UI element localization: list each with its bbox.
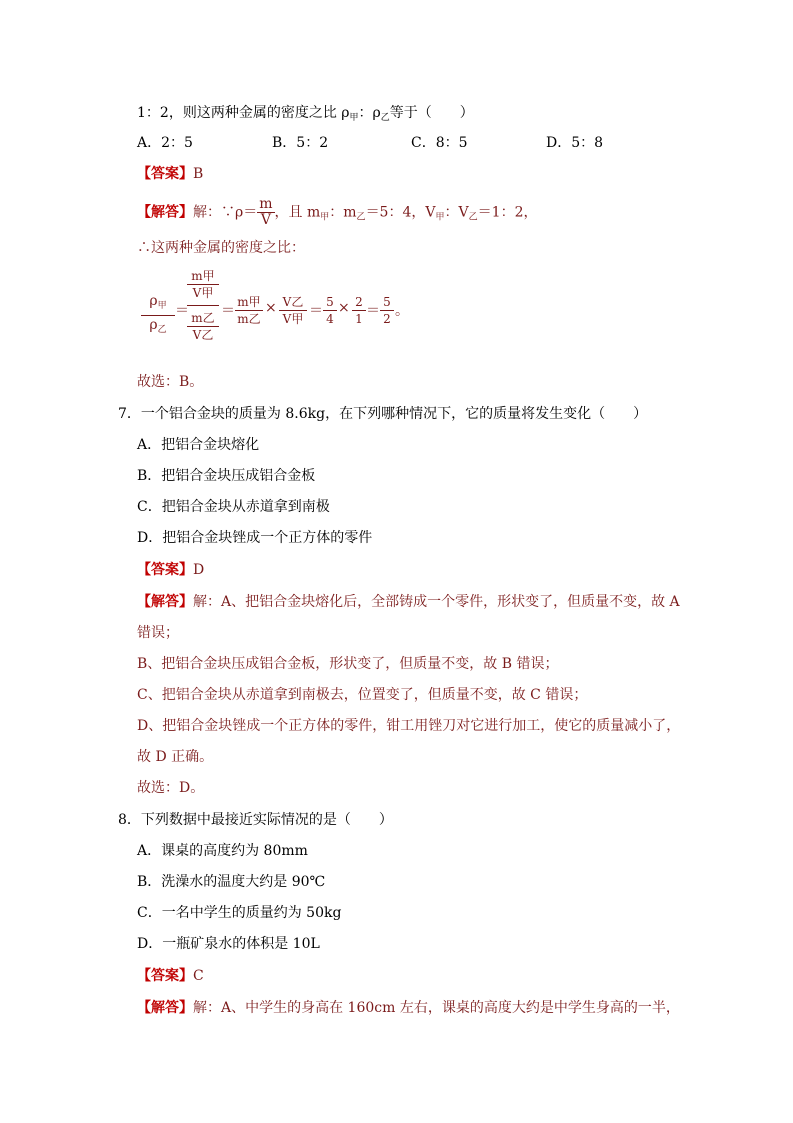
q6-therefore: ∴这两种金属的密度之比：	[137, 240, 305, 256]
q7-solution-line-2: 错误；	[137, 625, 179, 641]
q7-stem: 7．一个铝合金块的质量为 8.6kg，在下列哪种情况下，它的质量将发生变化（ ）	[118, 406, 648, 422]
q7-conclusion: 故选：D。	[137, 780, 205, 796]
q8-answer: 【答案】C	[137, 968, 204, 984]
q7-answer: 【答案】D	[137, 562, 205, 578]
q7-option-b: B．把铝合金块压成铝合金板	[137, 468, 316, 484]
q8-option-b: B．洗澡水的温度大约是 90℃	[137, 874, 326, 890]
q8-option-c: C．一名中学生的质量约为 50kg	[137, 905, 342, 921]
q7-solution-line-5: D、把铝合金块锉成一个正方体的零件，钳工用锉刀对它进行加工，使它的质量减小了，	[137, 718, 681, 734]
q6-option-d: D．5：8	[546, 135, 604, 151]
q7-solution-line-6: 故 D 正确。	[137, 749, 214, 765]
q6-option-b: B．5：2	[272, 135, 329, 151]
q7-solution-line-1: 【解答】解：A、把铝合金块熔化后，全部铸成一个零件，形状变了，但质量不变，故 A	[137, 594, 680, 610]
q7-option-c: C．把铝合金块从赤道拿到南极	[137, 499, 330, 515]
q6-option-a: A．2：5	[137, 135, 193, 151]
q6-stem: 1：2，则这两种金属的密度之比 $\rho_甲$：$\rho_乙$等于（ ）	[137, 105, 474, 123]
q6-solution: 【解答】解：∵ρ＝ $\frac{m}{V}$ ，且 $m_甲$：$m_乙=5$：4，$V_甲$：$V_乙=1$：2，	[137, 196, 538, 228]
q7-option-d: D．把铝合金块锉成一个正方体的零件	[137, 530, 373, 546]
q8-option-a: A．课桌的高度约为 80mm	[137, 843, 308, 859]
q8-option-d: D．一瓶矿泉水的体积是 10L	[137, 936, 320, 952]
q8-stem: 8．下列数据中最接近实际情况的是（ ）	[118, 812, 393, 828]
rho-formula-fraction: $\frac{m}{V}$	[259, 196, 273, 228]
q7-option-a: A．把铝合金块熔化	[137, 437, 260, 453]
q6-conclusion: 故选：B。	[137, 374, 204, 390]
q6-option-c: C．8：5	[411, 135, 468, 151]
q6-answer: 【答案】B	[137, 166, 204, 182]
q7-solution-line-3: B、把铝合金块压成铝合金板，形状变了，但质量不变，故 B 错误；	[137, 656, 559, 672]
q7-solution-line-4: C、把铝合金块从赤道拿到南极去，位置变了，但质量不变，故 C 错误；	[137, 687, 588, 703]
q8-solution-line-1: 【解答】解：A、中学生的身高在 160cm 左右，课桌的高度大约是中学生身高的一半，	[137, 1000, 680, 1016]
density-ratio-equation: $\rho_甲$ $\rho_乙$ ＝ m甲 V甲 m乙 V乙 ＝ m甲 m乙 × V乙 V甲 ＝ 5 4 × 2 1 ＝ 5 2 。	[137, 268, 437, 363]
